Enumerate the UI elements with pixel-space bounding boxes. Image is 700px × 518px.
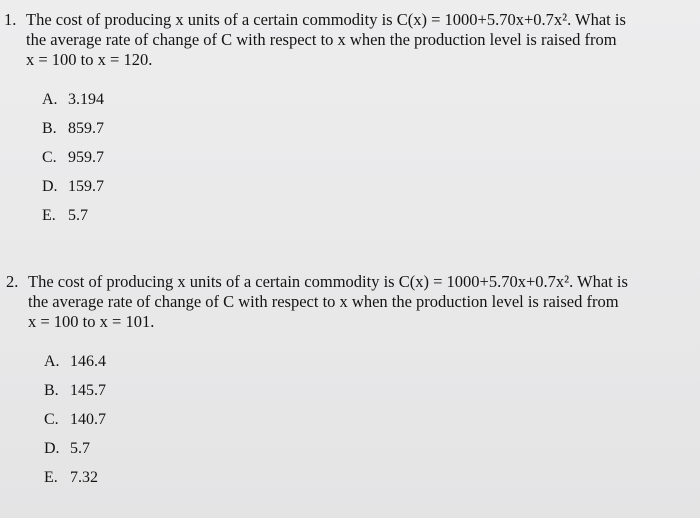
option-value: 145.7	[70, 382, 106, 399]
question-1	[4, 10, 694, 230]
answer-option[interactable]	[42, 114, 694, 143]
answer-option[interactable]	[42, 143, 694, 172]
option-value: 140.7	[70, 411, 106, 428]
answer-option[interactable]	[44, 434, 696, 463]
option-letter: D.	[42, 178, 58, 195]
answer-option[interactable]	[42, 85, 694, 114]
answer-option[interactable]	[42, 201, 694, 230]
option-value: 159.7	[68, 178, 104, 195]
option-value: 7.32	[70, 469, 98, 486]
option-letter: D.	[44, 440, 60, 457]
answer-option[interactable]	[44, 405, 696, 434]
answer-option[interactable]	[44, 463, 696, 492]
answer-option[interactable]	[44, 347, 696, 376]
answer-option[interactable]	[42, 172, 694, 201]
question-number: 2.	[6, 272, 19, 291]
answer-options	[42, 85, 694, 230]
answer-option[interactable]	[44, 376, 696, 405]
option-letter: A.	[42, 91, 58, 108]
answer-options	[44, 347, 696, 492]
option-letter: C.	[42, 149, 57, 166]
stem-line: The cost of producing x units of a certain commodity is C(x) = 1000+5.70x+0.7x². What is	[26, 10, 626, 29]
option-letter: B.	[42, 120, 57, 137]
question-stem	[6, 272, 696, 332]
question-stem	[4, 10, 694, 70]
question-number: 1.	[4, 10, 17, 29]
option-value: 859.7	[68, 120, 104, 137]
option-value: 3.194	[68, 91, 104, 108]
option-letter: A.	[44, 353, 60, 370]
stem-line: x = 100 to x = 120.	[26, 50, 153, 69]
stem-line: the average rate of change of C with respect to x when the production level is raised from	[26, 30, 617, 49]
option-value: 5.7	[70, 440, 90, 457]
option-letter: E.	[44, 469, 58, 486]
stem-line: x = 100 to x = 101.	[28, 312, 155, 331]
option-value: 959.7	[68, 149, 104, 166]
stem-line: the average rate of change of C with respect to x when the production level is raised from	[28, 292, 619, 311]
option-letter: E.	[42, 207, 56, 224]
option-value: 5.7	[68, 207, 88, 224]
stem-line: The cost of producing x units of a certain commodity is C(x) = 1000+5.70x+0.7x². What is	[28, 272, 628, 291]
option-letter: B.	[44, 382, 59, 399]
option-value: 146.4	[70, 353, 106, 370]
option-letter: C.	[44, 411, 59, 428]
question-2	[6, 272, 696, 492]
